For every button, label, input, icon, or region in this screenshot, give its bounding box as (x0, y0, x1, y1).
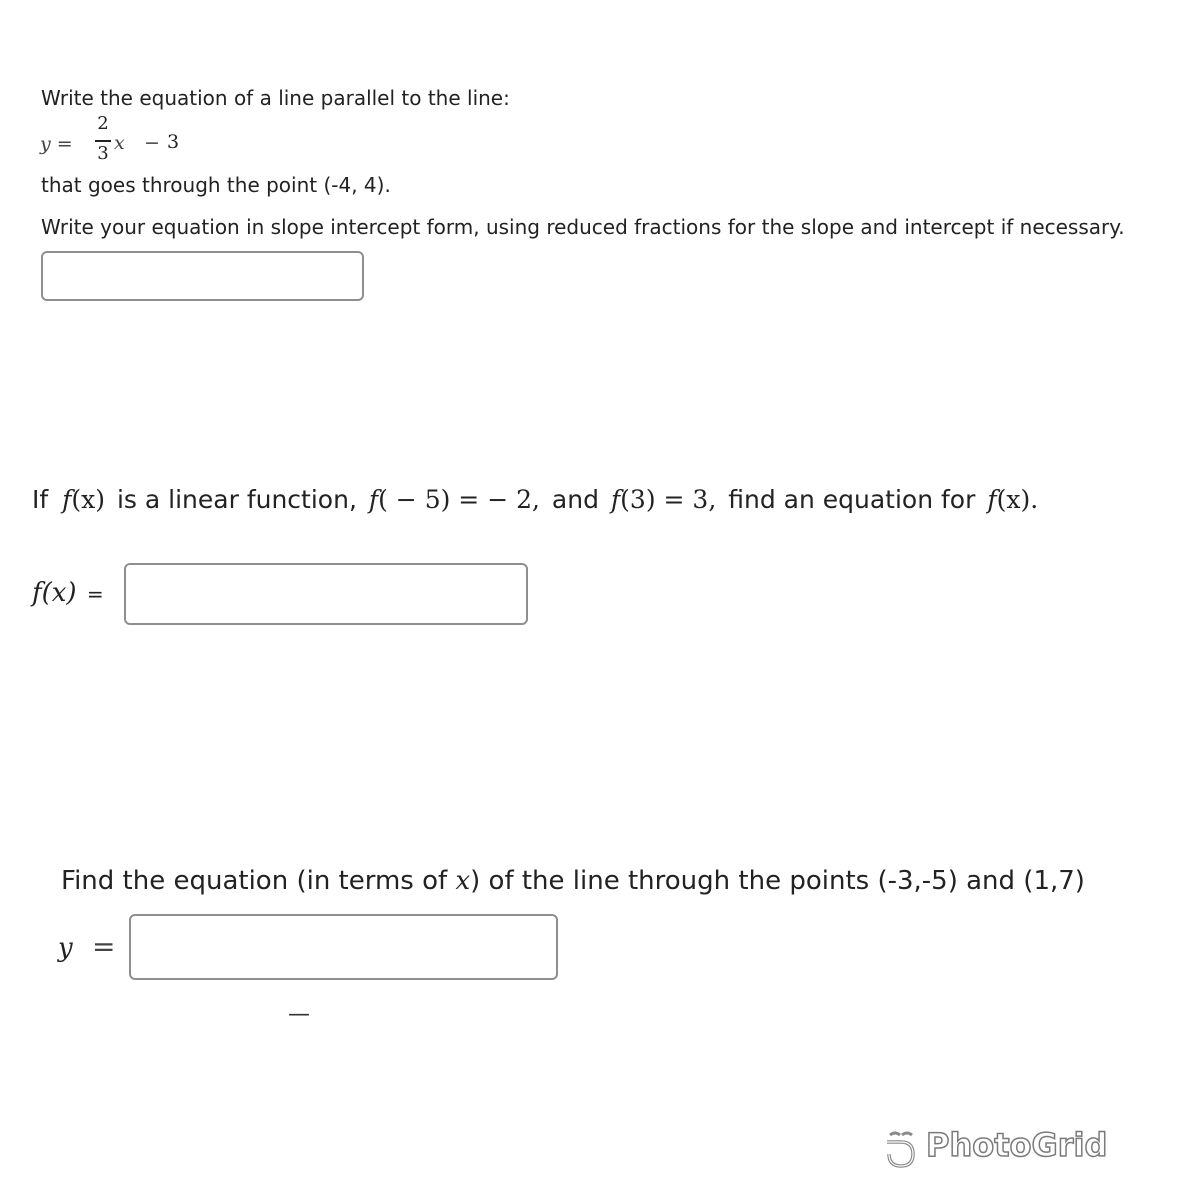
function-f: f (610, 485, 621, 514)
problem2-answer-label (32, 578, 104, 608)
problem1-intro: Write the equation of a line parallel to the line: (41, 86, 510, 110)
equation-constant: 3 (167, 131, 180, 153)
problem3-label-equals: = (92, 930, 116, 963)
problem1-point-text: that goes through the point (-4, 4). (41, 173, 391, 197)
problem1-answer-input[interactable] (41, 251, 364, 301)
watermark-text: PhotoGrid (926, 1126, 1108, 1164)
fraction-denominator: 3 (97, 143, 109, 164)
function-value-1: ( − 5) = − 2, (378, 485, 540, 514)
problem1-instruction: Write your equation in slope intercept form, using reduced fractions for the slope and intercept if necessary. (41, 215, 1125, 239)
fraction-bar (95, 140, 111, 142)
problem3-answer-input[interactable] (129, 914, 558, 980)
equation-minus: − (144, 132, 160, 154)
function-arg-x-end: (x). (996, 485, 1039, 514)
problem3-text-post: ) of the line through the points (-3,-5) and (1,7) (470, 866, 1085, 896)
label-f: f (32, 578, 42, 608)
arg-x-text: (x) (71, 485, 106, 514)
problem3-label-y: y (58, 933, 73, 963)
problem3-text-pre: Find the equation (in terms of (61, 866, 448, 896)
problem3-variable-x: x (455, 866, 471, 896)
function-value-2: (3) = 3, (620, 485, 717, 514)
problem3-statement (61, 866, 1085, 896)
function-f: f (987, 485, 997, 514)
equation-variable: x (114, 132, 125, 154)
problem2-statement (32, 485, 1038, 514)
fraction-numerator: 2 (97, 113, 109, 134)
function-f: f (368, 485, 379, 514)
phrase-is-linear: is a linear function, (116, 485, 357, 514)
word-if: If (32, 485, 49, 514)
equation-lhs: y = (40, 133, 73, 155)
label-arg-x: (x) (41, 578, 77, 608)
problem2-answer-input[interactable] (124, 563, 528, 625)
word-and: and (551, 485, 599, 514)
function-f: f (62, 485, 72, 514)
label-equals: = (86, 582, 104, 606)
phrase-find-equation: find an equation for (728, 485, 976, 514)
function-arg-x (71, 485, 105, 514)
stray-dash-mark: — (288, 1002, 310, 1027)
photogrid-logo-icon (884, 1130, 918, 1170)
